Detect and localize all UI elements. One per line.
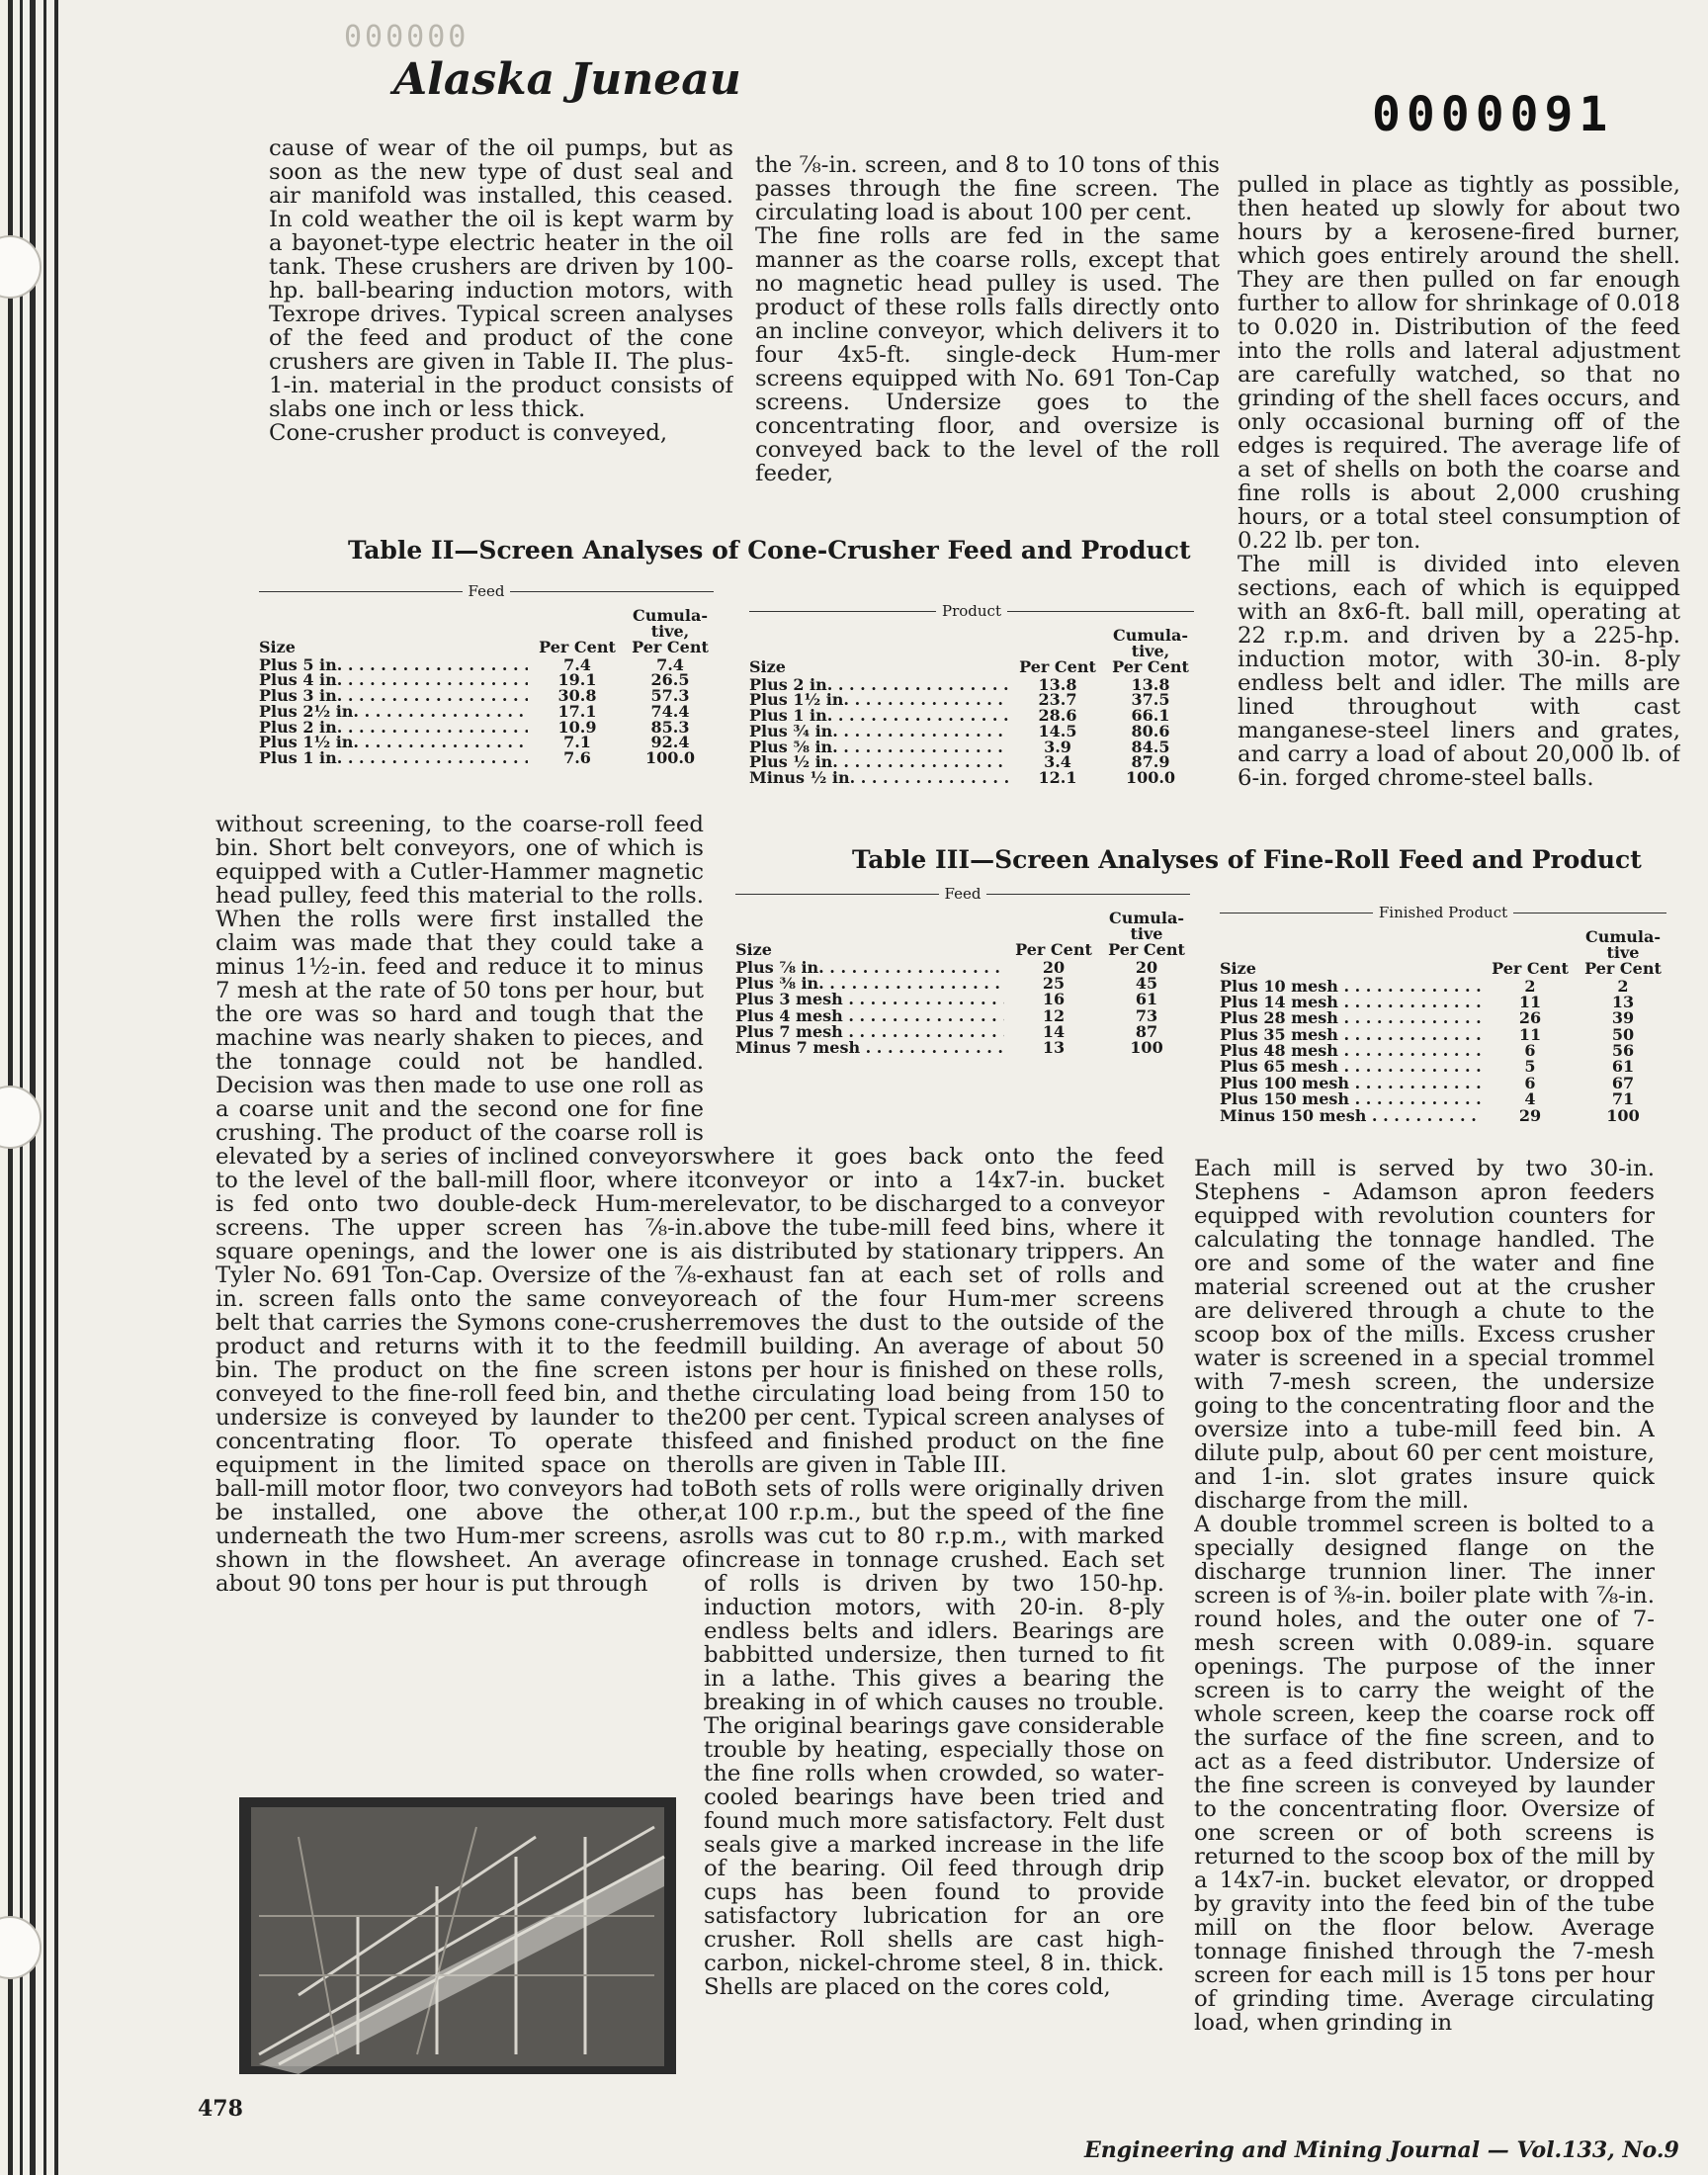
percent-cell: 13 (1042, 1038, 1066, 1058)
table-row (749, 708, 1194, 724)
column-lower-middle: where it goes back onto the feed conveyor or into a 14x7-in. bucket elevator, to be discharged to a conveyor above the tube-mill feed bins, where it is distributed by stationary trippers. An exhaust fan at each set of rolls and each of the four Hum-mer screens removes the dust to the outside of the mill building. An average of about 50 tons per hour is finished on these rolls, the circulating load being from 150 to 200 per cent. Typical screen analyses of feed and finished product on the fine rolls are given in Table III. Both sets of rolls were originally driven at 100 r.p.m., but the speed of the fine rolls was cut to 80 r.p.m., with marked increase in tonnage crushed. Each set of rolls is driven by two 150-hp. induction motors, with 20-in. 8-ply endless belts and idlers. Bearings are babbitted undersize, then turned to fit in a lathe. This gives a bearing the breaking in of which causes no trouble. The original bearings gave considerable trouble by heating, especially those on the fine rolls when crowded, so water-cooled bearings have been tried and found much more satisfactory. Felt dust seals give a marked increase in the life of the bearing. Oil feed through drip cups has been found to provide satisfactory lubrication for an ore crusher. Roll shells are cast high-carbon, nickel-chrome steel, 8 in. thick. Shells are placed on the cores cold, (704, 1145, 1164, 2000)
percent-cell: 7.6 (563, 748, 591, 768)
column-upper-right: pulled in place as tightly as possible, then heated up slowly for about two hours by a kerosene-fired burner, which goes entirely around the shell. They are then pulled on far enough further to allow for shrinkage of 0.018 to 0.020 in. Distribution of the feed into the rolls and lateral adjustment are carefully watched, so that no grinding of the shell faces occurs, and only occasional burning off of the edges is required. The average life of a set of shells on both the coarse and fine rolls is about 2,000 crushing hours, or a total steel consumption of 0.22 lb. per ton. The mill is divided into eleven sections, each of which is equipped with an 8x6-ft. ball mill, operating at 22 r.p.m. and driven by a 225-hp. induction motor, with 30-in. 8-ply endless belt and idler. The mills are lined throughout with cast manganese-steel liners and grates, and carry a load of about 20,000 lb. of 6-in. forged chrome-steel balls. (1238, 173, 1680, 791)
size-cell: Plus 2 in. . . . (259, 720, 528, 736)
cumulative-cell: 13.8 (1131, 674, 1170, 694)
table-row (1220, 1059, 1666, 1075)
percent-cell: 6 (1524, 1041, 1536, 1061)
table2-feed-rows (259, 654, 714, 768)
cumulative-cell: 73 (1135, 1005, 1158, 1025)
size-cell: Plus ⅞ in. . . . (735, 960, 1004, 976)
cumulative-cell: 7.4 (656, 654, 684, 674)
table3-feed: Feed Size Per Cent Cumula- tive Per Cent Plus ⅞ in. . . . 20 20 Plus ⅜ in. . . . 25 45 Plus 3 mesh . . . 16 61 Plus 4 mesh . . . 12 73 Plus 7 mesh . . . 14 87 Minus 7 mesh . . . 13 100 (735, 886, 1190, 1057)
size-cell: Minus 7 mesh . . . (735, 1040, 1004, 1056)
size-cell: Plus ⅜ in. . . . (735, 976, 1004, 992)
size-cell: Plus 2 in. . . . (749, 677, 1008, 693)
cumulative-cell: 20 (1135, 957, 1158, 977)
size-cell: Plus 1 in. . . . (259, 750, 528, 766)
table-row (735, 957, 1190, 977)
conveyor-photo (239, 1797, 676, 2074)
percent-cell: 3.9 (1044, 737, 1071, 756)
table-row (1220, 976, 1666, 996)
size-cell: Plus 48 mesh . . . (1220, 1043, 1481, 1059)
table3-finished: Finished Product Size Per Cent Cumula- tive Per Cent Plus 10 mesh . . . 2 2 Plus 14 mesh . . . 11 13 Plus 28 mesh . . . 26 39 Plus 35 mesh . . . 11 50 Plus 48 mesh . . . 6 56 Plus 65 mesh . . . 5 61 Plus 100 mesh . . . 6 67 Plus 150 mesh . . . 4 71 Minus 150 mesh . . . 29 100 (1220, 905, 1666, 1124)
cumulative-cell: 92.4 (650, 733, 690, 752)
table-row (259, 688, 714, 704)
cumulative-cell: 57.3 (650, 686, 690, 706)
cumulative-cell: 26.5 (650, 670, 690, 690)
cumulative-cell: 2 (1617, 976, 1629, 996)
percent-cell: 25 (1042, 973, 1066, 993)
percent-cell: 7.4 (563, 654, 591, 674)
percent-cell: 12 (1042, 1005, 1066, 1025)
journal-footer: Engineering and Mining Journal — Vol.133, No.9 (1084, 2137, 1679, 2163)
column-upper-middle: the ⅞-in. screen, and 8 to 10 tons of this passes through the fine screen. The circulating load is about 100 per cent. The fine rolls are fed in the same manner as the coarse rolls, except that no magnetic head pulley is used. The product of these rolls falls directly onto an incline conveyor, which delivers it to four 4x5-ft. single-deck Hum-mer screens equipped with No. 691 Ton-Cap screens. Undersize goes to the concentrating floor, and oversize is conveyed back to the level of the roll feeder, (755, 153, 1220, 486)
size-cell: Plus 100 mesh . . . (1220, 1076, 1481, 1091)
table-row (259, 750, 714, 766)
table-row (1220, 1073, 1666, 1092)
size-cell: Plus ¾ in. . . . (749, 724, 1008, 740)
table-row (259, 701, 714, 721)
page-id-stamp: 0000091 (1372, 87, 1614, 142)
percent-cell: 2 (1524, 976, 1536, 996)
percent-cell: 23.7 (1038, 690, 1077, 710)
size-cell: Plus 1½ in. . . . (259, 735, 528, 750)
percent-cell: 17.1 (557, 701, 597, 721)
size-cell: Plus 4 mesh . . . (735, 1008, 1004, 1024)
table-row (735, 992, 1190, 1007)
percent-cell: 14 (1042, 1022, 1066, 1042)
table-row (1220, 992, 1666, 1011)
percent-cell: 11 (1518, 992, 1542, 1011)
table-row (259, 672, 714, 688)
size-cell: Plus 1 in. . . . (749, 708, 1008, 724)
cumulative-cell: 71 (1611, 1089, 1635, 1109)
table-row (735, 1005, 1190, 1025)
percent-cell: 3.4 (1044, 752, 1071, 772)
page-number: 478 (198, 2096, 243, 2122)
percent-cell: 13.8 (1038, 674, 1077, 694)
table-row (1220, 1091, 1666, 1107)
percent-cell: 5 (1524, 1057, 1536, 1077)
size-cell: Plus 3 in. . . . (259, 688, 528, 704)
table3-finished-label: Finished Product (1378, 904, 1508, 921)
table2-product: Product Size Per Cent Cumula- tive, Per Cent Plus 2 in. . . . 13.8 13.8 Plus 1½ in. . . . 23.7 37.5 Plus 1 in. . . . 28.6 66.1 Plus ¾ in. . . . 14.5 80.6 Plus ⅝ in. . . . 3.9 84.5 Plus ½ in. . . . 3.4 87.9 Minus ½ in. . . . 12.1 100.0 (749, 603, 1194, 786)
percent-cell: 12.1 (1038, 768, 1077, 788)
table-row (1220, 1105, 1666, 1125)
table2-product-rows (749, 674, 1194, 788)
percent-cell: 20 (1042, 957, 1066, 977)
table2-feed-label: Feed (468, 582, 505, 600)
percent-cell: 30.8 (557, 686, 597, 706)
percent-cell: 11 (1518, 1024, 1542, 1044)
cumulative-cell: 87 (1135, 1022, 1158, 1042)
table-row (735, 1024, 1190, 1040)
cumulative-cell: 61 (1135, 990, 1158, 1009)
size-cell: Plus 14 mesh . . . (1220, 995, 1481, 1010)
cumulative-cell: 13 (1611, 992, 1635, 1011)
size-cell: Plus ½ in. . . . (749, 754, 1008, 770)
size-cell: Plus 35 mesh . . . (1220, 1027, 1481, 1043)
cumulative-cell: 74.4 (650, 701, 690, 721)
percent-cell: 4 (1524, 1089, 1536, 1109)
cumulative-cell: 100.0 (1125, 768, 1176, 788)
percent-cell: 6 (1524, 1073, 1536, 1092)
faint-stamp: 000000 (344, 20, 470, 54)
size-cell: Plus 10 mesh . . . (1220, 979, 1481, 995)
cumulative-cell: 80.6 (1131, 721, 1170, 740)
percent-cell: 26 (1518, 1008, 1542, 1028)
table3-finished-rows (1220, 976, 1666, 1125)
table-row (749, 737, 1194, 756)
cumulative-cell: 66.1 (1131, 706, 1170, 726)
cumulative-cell: 85.3 (650, 717, 690, 737)
percent-cell: 14.5 (1038, 721, 1077, 740)
percent-cell: 28.6 (1038, 706, 1077, 726)
size-cell: Minus 150 mesh . . . (1220, 1108, 1481, 1124)
size-cell: Plus 2½ in. . . . (259, 704, 528, 720)
size-cell: Plus 28 mesh . . . (1220, 1010, 1481, 1026)
size-cell: Plus 65 mesh . . . (1220, 1059, 1481, 1075)
cumulative-cell: 67 (1611, 1073, 1635, 1092)
cumulative-cell: 61 (1611, 1057, 1635, 1077)
percent-cell: 7.1 (563, 733, 591, 752)
table2-product-label: Product (942, 602, 1001, 620)
column-upper-left: cause of wear of the oil pumps, but as soon as the new type of dust seal and air manifold was installed, this ceased. In cold weather the oil is kept warm by a bayonet-type electric heater in the oil tank. These crushers are driven by 100-hp. ball-bearing induction motors, with Texrope drives. Typical screen analyses of the feed and product of the cone crushers are given in Table II. The plus-1-in. material in the product consists of slabs one inch or less thick. Cone-crusher product is conveyed, (269, 136, 733, 446)
table2-feed: Feed Size Per Cent Cumula- tive, Per Cent Plus 5 in. . . . 7.4 7.4 Plus 4 in. . . . 19.1 26.5 Plus 3 in. . . . 30.8 57.3 Plus 2½ in. . . . 17.1 74.4 Plus 2 in. . . . 10.9 85.3 Plus 1½ in. . . . 7.1 92.4 Plus 1 in. . . . 7.6 100.0 (259, 583, 714, 766)
size-cell: Plus ⅝ in. . . . (749, 740, 1008, 755)
percent-cell: 16 (1042, 990, 1066, 1009)
cumulative-cell: 100 (1606, 1105, 1640, 1125)
table3-feed-label: Feed (944, 885, 982, 903)
table2-title: Table II—Screen Analyses of Cone-Crusher Feed and Product (348, 536, 1191, 565)
table3-feed-rows (735, 957, 1190, 1058)
percent-cell: 10.9 (557, 717, 597, 737)
table-row (735, 973, 1190, 993)
cumulative-cell: 39 (1611, 1008, 1635, 1028)
cumulative-cell: 50 (1611, 1024, 1635, 1044)
table-row (749, 674, 1194, 694)
cumulative-cell: 56 (1611, 1041, 1635, 1061)
table-row (1220, 1010, 1666, 1026)
cumulative-cell: 45 (1135, 973, 1158, 993)
cumulative-cell: 100.0 (644, 748, 696, 768)
column-left-long: without screening, to the coarse-roll feed bin. Short belt conveyors, one of which is equipped with a Cutler-Hammer magnetic head pulley, feed this material to the rolls. When the rolls were first installed the claim was made that they could take a minus 1½-in. feed and reduce it to minus 7 mesh at the rate of 50 tons per hour, but the ore was so hard and tough that the machine was nearly shaken to pieces, and the tonnage could not be handled. Decision was then made to use one roll as a coarse unit and the second one for fine crushing. The product of the coarse roll is elevated by a series of inclined conveyors to the level of the ball-mill floor, where it is fed onto two double-deck Hum-mer screens. The upper screen has ⅞-in. square openings, and the lower one is a Tyler No. 691 Ton-Cap. Oversize of the ⅞-in. screen falls onto the same conveyor belt that carries the Symons cone-crusher product and returns with it to the feed bin. The product on the fine screen is conveyed to the fine-roll feed bin, and the undersize is conveyed by launder to the concentrating floor. To operate this equipment in the limited space on the ball-mill motor floor, two conveyors had to be installed, one above the other, underneath the two Hum-mer screens, as shown in the flowsheet. An average of about 90 tons per hour is put through (215, 813, 704, 1597)
table-row (259, 717, 714, 737)
size-cell: Plus 5 in. . . . (259, 657, 528, 673)
cumulative-cell: 87.9 (1131, 752, 1170, 772)
table-row (1220, 1024, 1666, 1044)
table-row (1220, 1043, 1666, 1059)
table-row (749, 770, 1194, 786)
magazine-title: Alaska Juneau (393, 54, 741, 105)
table-row (749, 692, 1194, 708)
size-cell: Plus 4 in. . . . (259, 672, 528, 688)
percent-cell: 29 (1518, 1105, 1542, 1125)
table-row (259, 654, 714, 674)
table3-title: Table III—Screen Analyses of Fine-Roll Feed and Product (852, 845, 1642, 874)
size-cell: Plus 3 mesh . . . (735, 992, 1004, 1007)
table-row (735, 1040, 1190, 1056)
table-row (749, 721, 1194, 740)
size-cell: Plus 7 mesh . . . (735, 1024, 1004, 1040)
cumulative-cell: 84.5 (1131, 737, 1170, 756)
cumulative-cell: 100 (1130, 1038, 1163, 1058)
cumulative-cell: 37.5 (1131, 690, 1170, 710)
size-cell: Plus 1½ in. . . . (749, 692, 1008, 708)
size-cell: Minus ½ in. . . . (749, 770, 1008, 786)
percent-cell: 19.1 (557, 670, 597, 690)
column-lower-right: Each mill is served by two 30-in. Stephens - Adamson apron feeders equipped with revolution counters for calculating the tonnage handled. The ore and some of the water and fine material screened out at the crusher are delivered through a chute to the scoop box of the mills. Excess crusher water is screened in a special trommel with 7-mesh screen, the undersize going to the concentrating floor and the oversize into a tube-mill feed bin. A dilute pulp, about 60 per cent moisture, and 1-in. slot grates insure quick discharge from the mill. A double trommel screen is bolted to a specially designed flange on the discharge trunnion liner. The inner screen is of ⅜-in. boiler plate with ⅞-in. round holes, and the outer one of 7-mesh screen with 0.089-in. square openings. The purpose of the inner screen is to carry the weight of the whole screen, keep the coarse rock off the surface of the fine screen, and to act as a feed distributor. Undersize of the fine screen is conveyed by launder to the concentrating floor. Oversize of one screen or of both screens is returned to the scoop box of the mill by a 14x7-in. bucket elevator, or dropped by gravity into the feed bin of the tube mill on the floor below. Average tonnage finished through the 7-mesh screen for each mill is 15 tons per hour of grinding time. Average circulating load, when grinding in (1194, 1157, 1655, 2036)
size-cell: Plus 150 mesh . . . (1220, 1091, 1481, 1107)
